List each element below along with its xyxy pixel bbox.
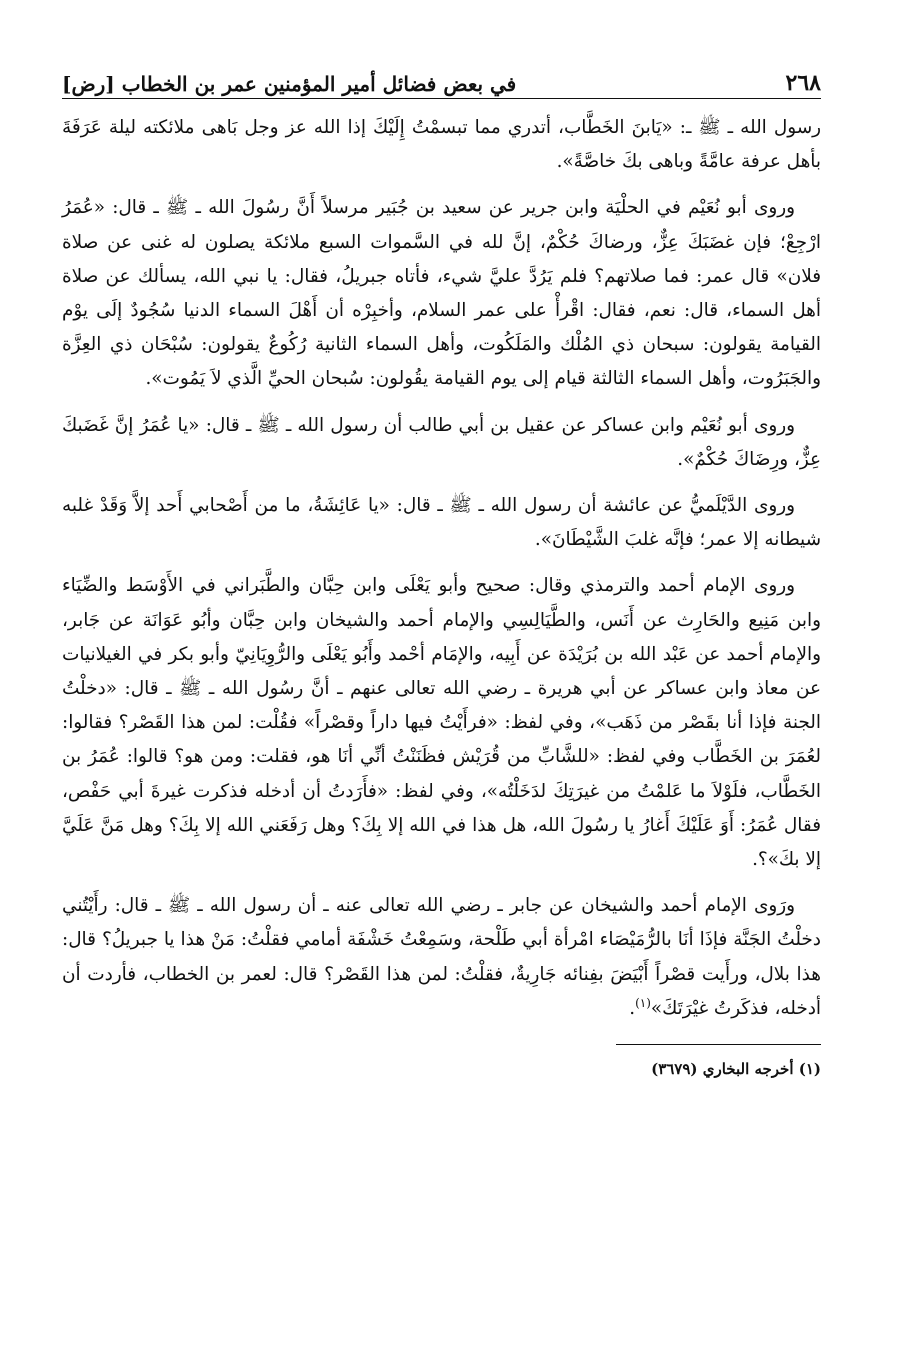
paragraph-4: وروى الدَّيْلَميُّ عن عائشة أن رسول الله ـ ﷺ ـ قال: «يا عَائِشَةُ، ما من أَصْحابي أَحد إلاَّ وَقَدْ غلبه شيطانه إلا عمر؛ فإنَّه غلبَ الشَّيْطَانَ». [62,495,821,551]
footnote: (١) أخرجه البخاري (٣٦٧٩) [651,1060,821,1079]
paragraph-2: وروى أبو نُعَيْم في الحلْيَة وابن جرير عن سعيد بن جُبَير مرسلاً أَنَّ رسُولَ الله ـ ﷺ ـ قال: «عُمَرُ ارْجِعْ؛ فإن غضَبَكَ عِزٌّ، ورضاكَ حُكْمٌ، إنَّ لله في السَّموات السبع ملائكة يصلون له غنى عن صلاة فلان» قال عمر: فما صلاتهم؟ فلم يَرُدَّ عليَّ شيء، فأتاه جبريلُ، فقال: يا نبي الله، يسألك عن صلاة أهل السماء، قال: نعم، فقال: اقْرأْ على عمر السلام، وأخبِرْه أن أَهْلَ السماء الدنيا سُجُودٌ إلَى يوْم القيامة يقولون: سبحان ذي المُلْك والمَلَكُوت، وأهل السماء الثانية رُكُوعٌ يقولون: سُبْحَان ذي العِزَّة والجَبَرُوت، وأهل السماء الثالثة قيام إلى يوم القيامة يقُولون: سُبحان الحيِّ الَّذي لاَ يَمُوت». [62,197,821,390]
paragraph-3: وروى أبو نُعَيْم وابن عساكر عن عقيل بن أبي طالب أن رسول الله ـ ﷺ ـ قال: «يا عُمَرُ إنَّ غَضَبكَ عِزٌّ، ورِضَاكَ حُكْمٌ». [62,414,821,470]
footnote-reference[interactable]: (١) [635,995,651,1010]
footnote-divider [616,1044,821,1045]
paragraph-1: رسول الله ـ ﷺ ـ: «يَابنَ الخَطَّاب، أتدري مما تبسمْتُ إِلَيْكَ إذا الله عز وجل بَاهى ملائكته ليلة عَرَفَةَ بأهل عرفة عامَّةً وباهى بكَ خاصَّةً». [62,117,821,173]
book-page [62,58,821,1347]
running-title: في بعض فضائل أمير المؤمنين عمر بن الخطاب [رض] [62,72,517,96]
page-body [62,111,821,1026]
running-header [62,58,821,99]
paragraph-6 [62,889,821,1026]
paragraph-6-end: . [629,997,636,1019]
paragraph-5: وروى الإمام أحمد والترمذي وقال: صحيح وأبو يَعْلَى وابن حِبَّان والطَّبَراني في الأَوْسَط والضِّيَاء وابن مَنِيع والحَارِث عن أَنَس، والطَّيَالِسِي والإمام أحمد والشيخان وابن حِبَّان وأبُو عَوَانَة عن جَابر، والإمام أحمد عن عَبْد الله بن بُرَيْدَة عن أَبِيه، والإمَام أحْمد وأَبُو يَعْلَى والرُّوِيَانِيّ وأبو بكر في الغيلانيات عن معاذ وابن عساكر عن أبي هريرة ـ رضي الله تعالى عنهم ـ أنَّ رسُول الله ـ ﷺ ـ قال: «دخلْتُ الجنة فإذا أنا بقَصْر من ذَهَب»، وفي لفظ: «فرأَيْتُ فيها داراً وقصْراً» فقُلْت: لمن هذا القَصْر؟ فقالوا: لعُمَرَ بن الخَطَّاب وفي لفظ: «للشَّابِّ من قُرَيْش فظَنَنْتُ أنِّي أنَا هو، فقلت: ومن هو؟ قالوا: عُمَرُ بن الخَطَّاب، فلَوْلاَ ما عَلمْتُ من غيرَتِكَ لدَخَلْتُه»، وفي لفظ: «فأَرَدتُ أن أدخله فذكرت غيرةَ أبي حَفْص، فقال عُمَرُ: أَوَ عَلَيْكَ أَغارُ يا رسُولَ الله، هل هذا في الله إلا بِكَ؟ وهل رَفَعَني الله إلا بِكَ؟ وهل مَنَّ عَلَيَّ إلا بكَ»؟. [62,575,821,871]
page-number: ٢٦٨ [785,70,821,96]
paragraph-6-text: ورَوى الإمام أحمد والشيخان عن جابر ـ رضي الله تعالى عنه ـ أن رسول الله ـ ﷺ ـ قال: رأَيْتُني دخلْتُ الجَنَّة فإذَا أنَا بالرُّمَيْصَاء امْرأة أبي طَلْحة، وسَمِعْتُ خَشْفَة أمامي فقلْتُ: مَنْ هذا يا جبريلُ؟ قال: هذا بلال، ورأَيت قصْراً أَبْيَضَ بفِنائه جَارِيةٌ، فقلْتُ: لمن هذا القَصْر؟ قال: لعمر بن الخطاب، فأردت أن أدخله، فذكَرتُ غيْرَتَكَ» [62,895,821,1019]
